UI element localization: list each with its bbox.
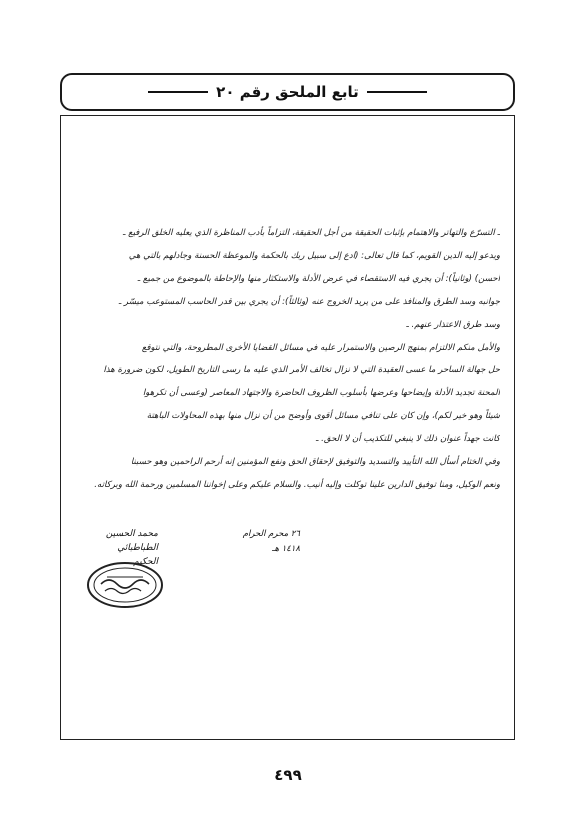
letter-line: ويدعو إليه الدين القويم، كما قال تعالى: (ادع إلى سبيل ربك بالحكمة والموعظة الحسنة وجادلهم بالتي هي [128,250,500,261]
letter-line: حل جهالة الساحر ما عسى العقيدة التي لا نزال تخالف الأمر الذي عليه ما رسى التاريخ الطويل، لكون ضرورة هذا [103,365,500,376]
signature-name-text: محمد الحسين الطباطبائي [105,529,158,553]
letter-line: ـ التسرّع والتهاتر والاهتمام بإثبات الحقيقة من أجل الحقيقة، التزاماً بأدب المناظرة الذي يعليه الخلق الرفيع ـ [122,228,500,238]
signature-office: الحكيم [133,557,158,567]
letter-line: والأمل منكم الالتزام بمنهج الرصين والاستمرار عليه في مسائل القضايا الأخرى المطروحة، والتي نتوقع [141,342,500,353]
signature-date-block [150,527,300,557]
page-number: ٤٩٩ [274,766,302,784]
letter-line: وسد طرق الاعتذار عنهم. ـ [406,319,500,330]
letter-line: المحنة تجديد الأدلة وإيضاحها وعرضها بأسلوب الظروف الحاضرة والاجتهاد المعاصر (وعسى أن تكرهوا [142,388,500,399]
letter-line: كانت جهداً عنوان ذلك لا ينبغي للتكذيب أن لا الحق. ـ [315,434,500,445]
header-title: تابع الملحق رقم ٢٠ [216,83,359,101]
header-rule-left [148,91,208,93]
seal-stamp-icon [85,560,165,610]
letter-line: وفي الختام أسأل الله التأييد والتسديد والتوفيق لإحقاق الحق ونفع المؤمنين إنه أرحم الراحمين وهو حسبنا [130,457,500,468]
header-box [60,73,515,111]
header-rule-right [367,91,427,93]
letter-line: أحسن) (وثانياً): أن يجري فيه الاستقصاء في عرض الأدلة والاستكثار منها والإحاطة بالموضوع من جميع ـ [137,273,500,284]
letter-body [80,222,500,497]
letter-line: شيئاً وهو خير لكم)، وإن كان على تنافي مسائل أقوى وأوضح من أن نزال منها بهذه المحاولات الباهتة [146,411,500,422]
letter-line: ونعم الوكيل، ومنا توفيق الدارين علينا توكلت وإليه أنيب. والسلام عليكم وعلى إخواننا المسلمين ورحمة الله وبركاته. [94,479,500,490]
signature-date: ٢٦ محرم الحرام [242,529,300,539]
letter-line: جوانبه وسد الطرق والمنافذ على من يريد الخروج عنه (وثالثاً): أن يجري بين قدر الحاسب المستوعب ميسّر ـ [118,296,500,307]
signature-year: ١٤١٨ هـ [272,544,300,554]
